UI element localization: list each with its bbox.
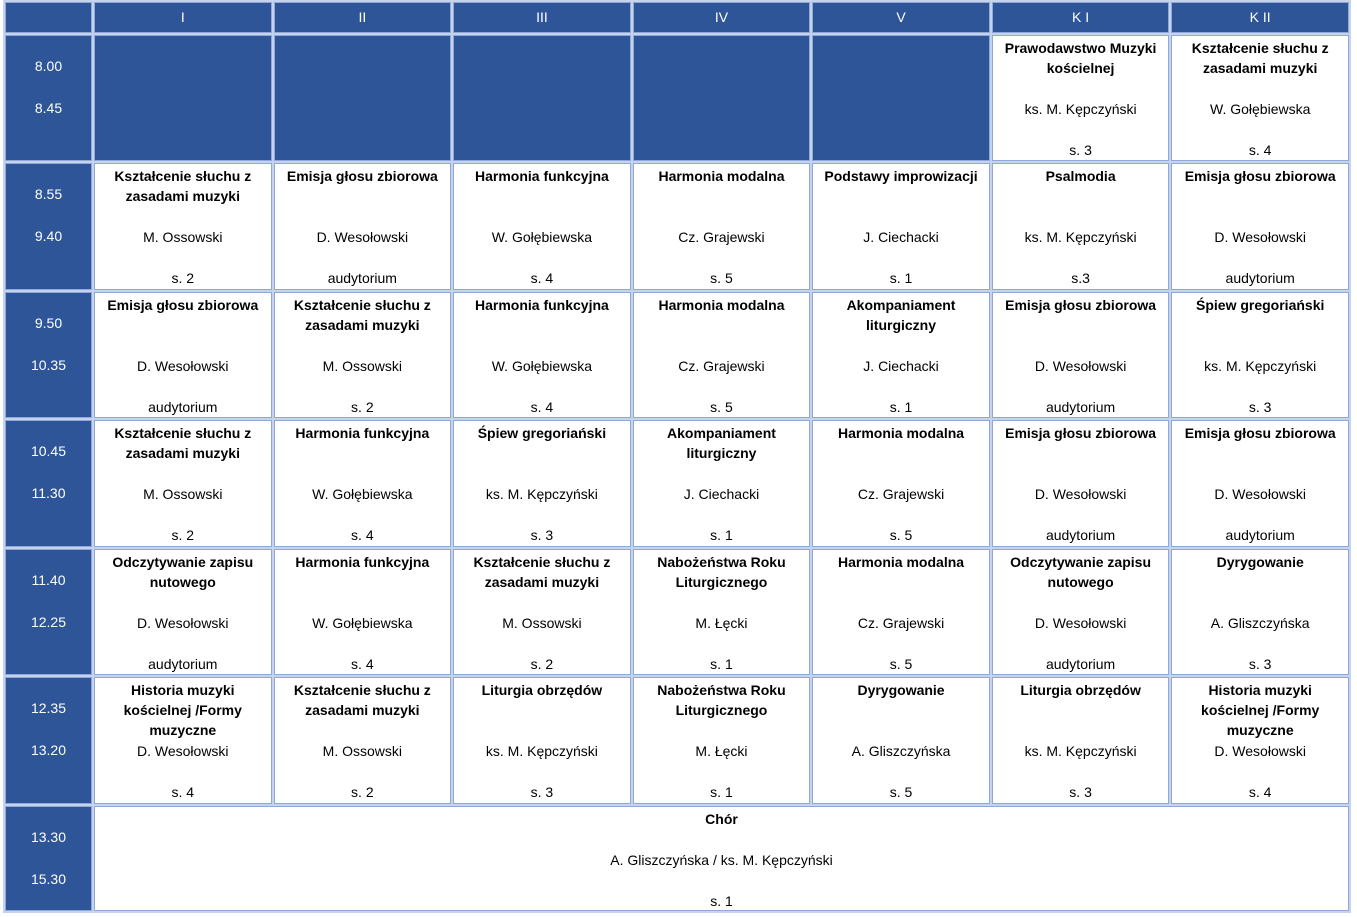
lesson-teacher: W. Gołębiewska: [491, 357, 593, 374]
lesson-cell: [633, 677, 811, 804]
lesson-title: Harmonia funkcyjna: [474, 168, 609, 185]
lesson-teacher: M. Ossowski: [502, 614, 582, 631]
lesson-teacher: D. Wesołowski: [316, 229, 409, 246]
time-start: 10.45: [30, 443, 67, 460]
time-end: 15.30: [30, 870, 67, 887]
lesson-teacher: W. Gołębiewska: [312, 486, 413, 503]
lesson-title: Emisja głosu zbiorowa: [1005, 425, 1157, 442]
time-end: 9.40: [34, 228, 63, 245]
lesson-teacher: D. Wesołowski: [1214, 486, 1306, 503]
lesson-teacher: D. Wesołowski: [137, 743, 229, 760]
lesson-room: s. 2: [351, 398, 374, 415]
time-row: [5, 420, 1349, 547]
time-end: 12.25: [30, 613, 67, 630]
lesson-title: Dyrygowanie: [1216, 553, 1304, 570]
lesson-room: s. 3: [1069, 784, 1092, 801]
lesson-cell: [94, 292, 272, 419]
empty-slot: [453, 35, 631, 162]
lesson-cell: [992, 549, 1170, 676]
lesson-title: Podstawy improwizacji: [824, 168, 978, 185]
column-header: V: [812, 2, 990, 33]
lesson-cell: [1171, 549, 1349, 676]
time-start: 8.55: [34, 186, 63, 203]
lesson-room: audytorium: [1225, 527, 1295, 544]
lesson-teacher: D. Wesołowski: [1034, 357, 1127, 374]
lesson-teacher: A. Gliszczyńska: [1210, 614, 1310, 631]
lesson-teacher: ks. M. Kępczyński: [485, 486, 598, 503]
lesson-cell: [1171, 677, 1349, 804]
lesson-teacher: M. Ossowski: [143, 486, 223, 503]
choir-teacher: A. Gliszczyńska / ks. M. Kępczyński: [610, 851, 833, 868]
lesson-room: s. 4: [171, 784, 195, 801]
lesson-room: s. 2: [530, 655, 554, 672]
time-row: [5, 163, 1349, 290]
lesson-teacher: J. Ciechacki: [863, 357, 939, 374]
lesson-room: s. 1: [710, 784, 733, 801]
lesson-room: s. 5: [889, 655, 913, 672]
lesson-cell: [274, 420, 452, 547]
lesson-title: Harmonia modalna: [658, 296, 785, 313]
lesson-title: Emisja głosu zbiorowa: [107, 296, 259, 313]
lesson-title: Odczytywanie zapisu nutowego: [112, 553, 254, 590]
lesson-title: Akompaniament liturgiczny: [846, 296, 956, 333]
lesson-room: s. 3: [1069, 141, 1092, 158]
lesson-title: Emisja głosu zbiorowa: [1184, 168, 1336, 185]
lesson-cell: [633, 420, 811, 547]
lesson-teacher: ks. M. Kępczyński: [1024, 100, 1137, 117]
lesson-title: Kształcenie słuchu z zasadami muzyki: [114, 168, 252, 205]
lesson-teacher: D. Wesołowski: [137, 357, 229, 374]
lesson-cell: [94, 163, 272, 290]
choir-row: [5, 806, 1349, 911]
column-header: III: [453, 2, 631, 33]
lesson-room: s. 2: [171, 527, 195, 544]
lesson-room: s. 1: [710, 527, 733, 544]
lesson-room: audytorium: [1225, 270, 1295, 287]
time-start: 13.30: [30, 828, 67, 845]
lesson-cell: [633, 163, 811, 290]
time-row: [5, 549, 1349, 676]
lesson-cell: [274, 163, 452, 290]
lesson-teacher: A. Gliszczyńska: [851, 743, 951, 760]
lesson-cell: [992, 163, 1170, 290]
schedule-table: [3, 0, 1351, 913]
time-end: 11.30: [31, 485, 66, 502]
lesson-room: s. 4: [351, 655, 374, 672]
column-header: I: [94, 2, 272, 33]
lesson-cell: [812, 163, 990, 290]
lesson-teacher: D. Wesołowski: [1214, 743, 1306, 760]
lesson-title: Nabożeństwa Roku Liturgicznego: [657, 682, 786, 719]
lesson-title: Harmonia modalna: [658, 168, 785, 185]
lesson-title: Harmonia modalna: [838, 553, 965, 570]
empty-slot: [94, 35, 272, 162]
lesson-cell: [1171, 163, 1349, 290]
header-row: [5, 2, 1349, 33]
time-slot: [5, 292, 92, 419]
column-header: K I: [992, 2, 1170, 33]
lesson-cell: [812, 292, 990, 419]
column-header: K II: [1171, 2, 1349, 33]
lesson-room: s. 4: [1248, 141, 1272, 158]
lesson-room: s. 1: [889, 270, 913, 287]
lesson-title: Kształcenie słuchu z zasadami muzyki: [293, 682, 431, 719]
lesson-room: s. 3: [1248, 398, 1272, 415]
lesson-teacher: Cz. Grajewski: [857, 614, 945, 631]
lesson-title: Śpiew gregoriański: [1196, 296, 1325, 313]
corner-cell: [5, 2, 92, 33]
lesson-cell: [274, 292, 452, 419]
lesson-room: s. 4: [530, 270, 554, 287]
lesson-title: Dyrygowanie: [857, 682, 945, 699]
lesson-room: audytorium: [1045, 398, 1116, 415]
lesson-cell: [992, 292, 1170, 419]
schedule-body: [5, 2, 1349, 911]
lesson-room: s. 4: [530, 398, 554, 415]
lesson-title: Psalmodia: [1045, 168, 1116, 185]
lesson-title: Historia muzyki kościelnej /Formy muzyczne: [123, 682, 242, 739]
time-end: 13.20: [30, 742, 67, 759]
lesson-cell: [274, 549, 452, 676]
lesson-cell: [1171, 35, 1349, 162]
lesson-cell: [992, 420, 1170, 547]
lesson-room: s. 3: [1248, 655, 1272, 672]
lesson-title: Liturgia obrzędów: [481, 682, 603, 699]
lesson-title: Kształcenie słuchu z zasadami muzyki: [114, 425, 252, 462]
lesson-teacher: D. Wesołowski: [1034, 486, 1127, 503]
lesson-teacher: M. Łęcki: [695, 614, 748, 631]
time-row: [5, 292, 1349, 419]
lesson-teacher: ks. M. Kępczyński: [1024, 229, 1137, 246]
lesson-teacher: Cz. Grajewski: [678, 357, 765, 374]
lesson-cell: [94, 420, 272, 547]
time-slot: [5, 677, 92, 804]
time-start: 8.00: [34, 57, 63, 74]
lesson-room: s. 1: [889, 398, 913, 415]
empty-slot: [633, 35, 811, 162]
lesson-cell: [633, 292, 811, 419]
lesson-teacher: D. Wesołowski: [1034, 614, 1127, 631]
lesson-title: Emisja głosu zbiorowa: [1184, 425, 1336, 442]
lesson-room: s. 5: [710, 270, 733, 287]
lesson-title: Prawodawstwo Muzyki kościelnej: [1004, 39, 1157, 76]
time-start: 9.50: [34, 314, 63, 331]
lesson-room: audytorium: [1045, 655, 1116, 672]
lesson-teacher: M. Łęcki: [695, 743, 748, 760]
lesson-teacher: J. Ciechacki: [863, 229, 939, 246]
lesson-room: s. 4: [351, 527, 374, 544]
time-slot: [5, 163, 92, 290]
lesson-title: Harmonia funkcyjna: [295, 553, 430, 570]
time-slot: [5, 806, 92, 911]
lesson-title: Harmonia funkcyjna: [295, 425, 430, 442]
empty-slot: [812, 35, 990, 162]
lesson-title: Emisja głosu zbiorowa: [1005, 296, 1157, 313]
lesson-room: audytorium: [327, 270, 397, 287]
time-slot: [5, 420, 92, 547]
lesson-title: Liturgia obrzędów: [1020, 682, 1141, 699]
lesson-teacher: D. Wesołowski: [1214, 229, 1306, 246]
lesson-teacher: Cz. Grajewski: [678, 229, 765, 246]
lesson-cell: [453, 420, 631, 547]
time-start: 11.40: [31, 571, 66, 588]
lesson-teacher: D. Wesołowski: [137, 614, 229, 631]
column-header: IV: [633, 2, 811, 33]
time-start: 12.35: [30, 700, 67, 717]
lesson-title: Historia muzyki kościelnej /Formy muzyczne: [1201, 682, 1320, 739]
lesson-cell: [453, 163, 631, 290]
lesson-cell: [1171, 292, 1349, 419]
time-end: 10.35: [30, 356, 67, 373]
lesson-room: s. 3: [530, 784, 554, 801]
lesson-teacher: W. Gołębiewska: [312, 614, 413, 631]
lesson-room: s. 5: [710, 398, 733, 415]
lesson-cell: [992, 677, 1170, 804]
lesson-room: s. 3: [530, 527, 554, 544]
lesson-cell: [992, 35, 1170, 162]
lesson-title: Kształcenie słuchu z zasadami muzyki: [473, 553, 611, 590]
lesson-teacher: ks. M. Kępczyński: [1204, 357, 1317, 374]
lesson-room: audytorium: [1045, 527, 1116, 544]
lesson-teacher: W. Gołębiewska: [1210, 100, 1311, 117]
lesson-cell: [94, 549, 272, 676]
lesson-cell: [453, 292, 631, 419]
lesson-cell: [453, 677, 631, 804]
lesson-cell: [274, 677, 452, 804]
lesson-teacher: ks. M. Kępczyński: [485, 743, 598, 760]
lesson-room: s.3: [1071, 270, 1090, 287]
lesson-title: Harmonia modalna: [838, 425, 965, 442]
time-row: [5, 35, 1349, 162]
lesson-title: Śpiew gregoriański: [477, 425, 607, 442]
time-slot: [5, 35, 92, 162]
lesson-teacher: M. Ossowski: [143, 229, 223, 246]
lesson-title: Akompaniament liturgiczny: [667, 425, 776, 462]
choir-room: s. 1: [710, 892, 733, 909]
lesson-title: Harmonia funkcyjna: [474, 296, 609, 313]
lesson-title: Kształcenie słuchu z zasadami muzyki: [293, 296, 431, 333]
lesson-teacher: Cz. Grajewski: [857, 486, 945, 503]
lesson-cell: [94, 677, 272, 804]
lesson-title: Odczytywanie zapisu nutowego: [1010, 553, 1151, 590]
lesson-room: s. 2: [351, 784, 374, 801]
lesson-room: audytorium: [148, 398, 218, 415]
lesson-room: s. 4: [1248, 784, 1272, 801]
time-slot: [5, 549, 92, 676]
lesson-room: s. 1: [710, 655, 733, 672]
lesson-cell: [812, 420, 990, 547]
lesson-cell: [453, 549, 631, 676]
lesson-teacher: J. Ciechacki: [683, 486, 760, 503]
lesson-teacher: W. Gołębiewska: [491, 229, 593, 246]
choir-cell: [94, 806, 1349, 911]
time-end: 8.45: [34, 99, 63, 116]
empty-slot: [274, 35, 452, 162]
lesson-teacher: M. Ossowski: [322, 743, 403, 760]
lesson-teacher: ks. M. Kępczyński: [1024, 743, 1137, 760]
lesson-cell: [1171, 420, 1349, 547]
lesson-teacher: M. Ossowski: [322, 357, 403, 374]
time-row: [5, 677, 1349, 804]
lesson-title: Kształcenie słuchu z zasadami muzyki: [1191, 39, 1329, 76]
lesson-room: s. 5: [889, 527, 913, 544]
lesson-room: s. 5: [889, 784, 913, 801]
lesson-room: s. 2: [171, 270, 195, 287]
lesson-cell: [812, 549, 990, 676]
column-header: II: [274, 2, 452, 33]
lesson-cell: [633, 549, 811, 676]
lesson-title: Nabożeństwa Roku Liturgicznego: [657, 553, 786, 590]
lesson-cell: [812, 677, 990, 804]
choir-title: Chór: [705, 810, 738, 827]
lesson-room: audytorium: [148, 655, 218, 672]
lesson-title: Emisja głosu zbiorowa: [286, 168, 438, 185]
